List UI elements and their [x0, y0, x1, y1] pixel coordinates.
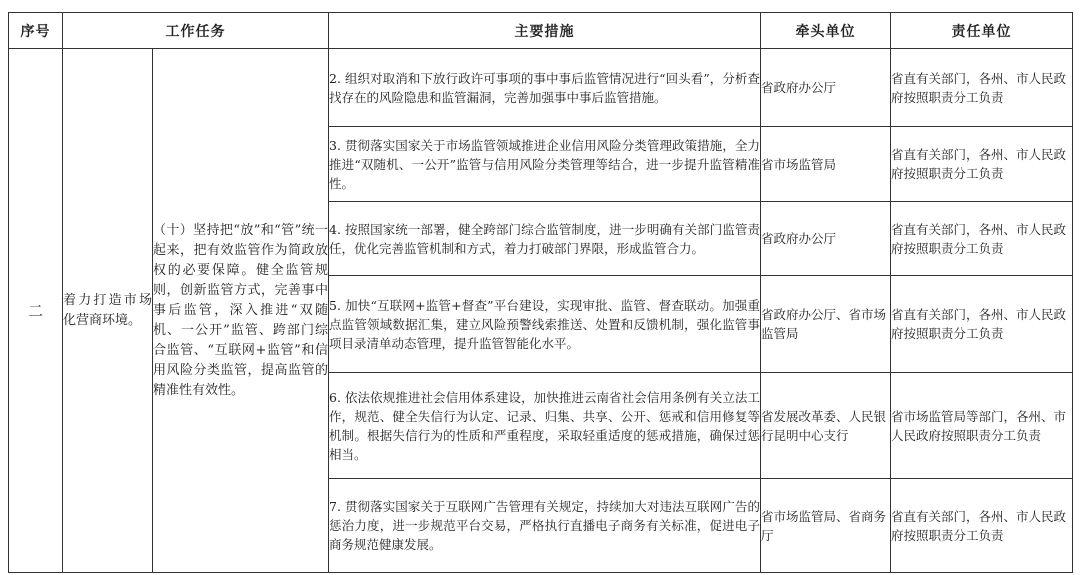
lead-unit-cell: [761, 202, 891, 276]
measure-cell: [329, 127, 761, 202]
lead-unit-text: 省市场监管局: [761, 156, 837, 172]
responsible-unit-text: 省直有关部门，各州、市人民政府按照职责分工负责: [891, 221, 1067, 256]
responsible-unit-text: 省直有关部门，各州、市人民政府按照职责分工负责: [891, 147, 1067, 181]
responsible-unit-cell: [891, 479, 1073, 573]
work-task: [63, 49, 153, 573]
measure-text: 3. 贯彻落实国家关于市场监管领域推进企业信用风险分类管理政策措施，全力推进“双随机、一公开”监管与信用风险分类管理等结合，进一步提升监管精准性。: [329, 137, 760, 191]
header-row: [9, 13, 1073, 49]
measure-text: 6. 依法依规推进社会信用体系建设，加快推进云南省社会信用条例有关立法工作，规范、健全失信行为认定、记录、归集、共享、公开、惩戒和信用修复等机制。根据失信行为的性质和严重程度，采取轻重适度的惩戒措施，确保过惩相当。: [329, 389, 760, 462]
lead-unit-cell: [761, 49, 891, 127]
header-seq: 序号: [9, 13, 63, 49]
section-number: 二: [9, 49, 63, 573]
measure-cell: [329, 373, 761, 479]
header-measures: 主要措施: [329, 13, 761, 49]
responsible-unit-text: 省直有关部门，各州、市人民政府按照职责分工负责: [891, 307, 1067, 341]
responsible-unit-cell: [891, 276, 1073, 373]
measure-text: 5. 加快“互联网+监管+督查”平台建设，实现审批、监管、督查联动。加强重点监管领域数据汇集，建立风险预警线索推送、处置和反馈机制，强化监管事项目录清单动态管理，提升监管智能化水平。: [329, 297, 760, 351]
responsible-unit-text: 省市场监管局等部门，各州、市人民政府按照职责分工负责: [891, 408, 1067, 443]
sub-task-text: （十）坚持把“放”和“管”统一起来，把有效监管作为简政放权的必要保障。健全监管规则，创新监管方式，完善事中事后监管，深入推进“双随机、一公开”监管、跨部门综合监管、“互联网+监管”和信用风险分类监管，提高监管的精准性有效性。: [153, 222, 328, 398]
measure-text: 7. 贯彻落实国家关于互联网广告管理有关规定，持续加大对违法互联网广告的惩治力度，进一步规范平台交易，严格执行直播电子商务有关标准，促进电子商务规范健康发展。: [329, 499, 760, 552]
sub-task: [153, 49, 329, 573]
responsible-unit-cell: [891, 127, 1073, 202]
header-resp: 责任单位: [891, 13, 1073, 49]
work-task-text: 着力打造市场化营商环境。: [63, 292, 152, 328]
measure-cell: [329, 479, 761, 573]
responsible-unit-cell: [891, 373, 1073, 479]
lead-unit-cell: [761, 276, 891, 373]
lead-unit-text: 省发展改革委、人民银行昆明中心支行: [761, 408, 887, 443]
responsible-unit-cell: [891, 49, 1073, 127]
lead-unit-text: 省政府办公厅: [761, 231, 837, 246]
measure-text: 2. 组织对取消和下放行政许可事项的事中事后监管情况进行“回头看”，分析查找存在的风险隐患和监管漏洞，完善加强事中事后监管措施。: [329, 70, 760, 105]
lead-unit-cell: [761, 127, 891, 202]
responsible-unit-text: 省直有关部门，各州、市人民政府按照职责分工负责: [891, 508, 1067, 543]
responsible-unit-text: 省直有关部门，各州、市人民政府按照职责分工负责: [891, 70, 1067, 105]
table-row: [9, 49, 1073, 127]
measure-text: 4. 按照国家统一部署，健全跨部门综合监管制度，进一步明确有关部门监管责任，优化完善监管机制和方式，着力打破部门界限，形成监管合力。: [329, 221, 760, 256]
measure-cell: [329, 202, 761, 276]
header-task: 工作任务: [63, 13, 329, 49]
responsible-unit-cell: [891, 202, 1073, 276]
measure-cell: [329, 49, 761, 127]
measure-cell: [329, 276, 761, 373]
lead-unit-cell: [761, 479, 891, 573]
header-lead: 牵头单位: [761, 13, 891, 49]
lead-unit-cell: [761, 373, 891, 479]
lead-unit-text: 省市场监管局、省商务厅: [761, 508, 887, 543]
lead-unit-text: 省政府办公厅、省市场监管局: [761, 307, 887, 341]
lead-unit-text: 省政府办公厅: [761, 80, 837, 95]
policy-table: [8, 12, 1073, 573]
